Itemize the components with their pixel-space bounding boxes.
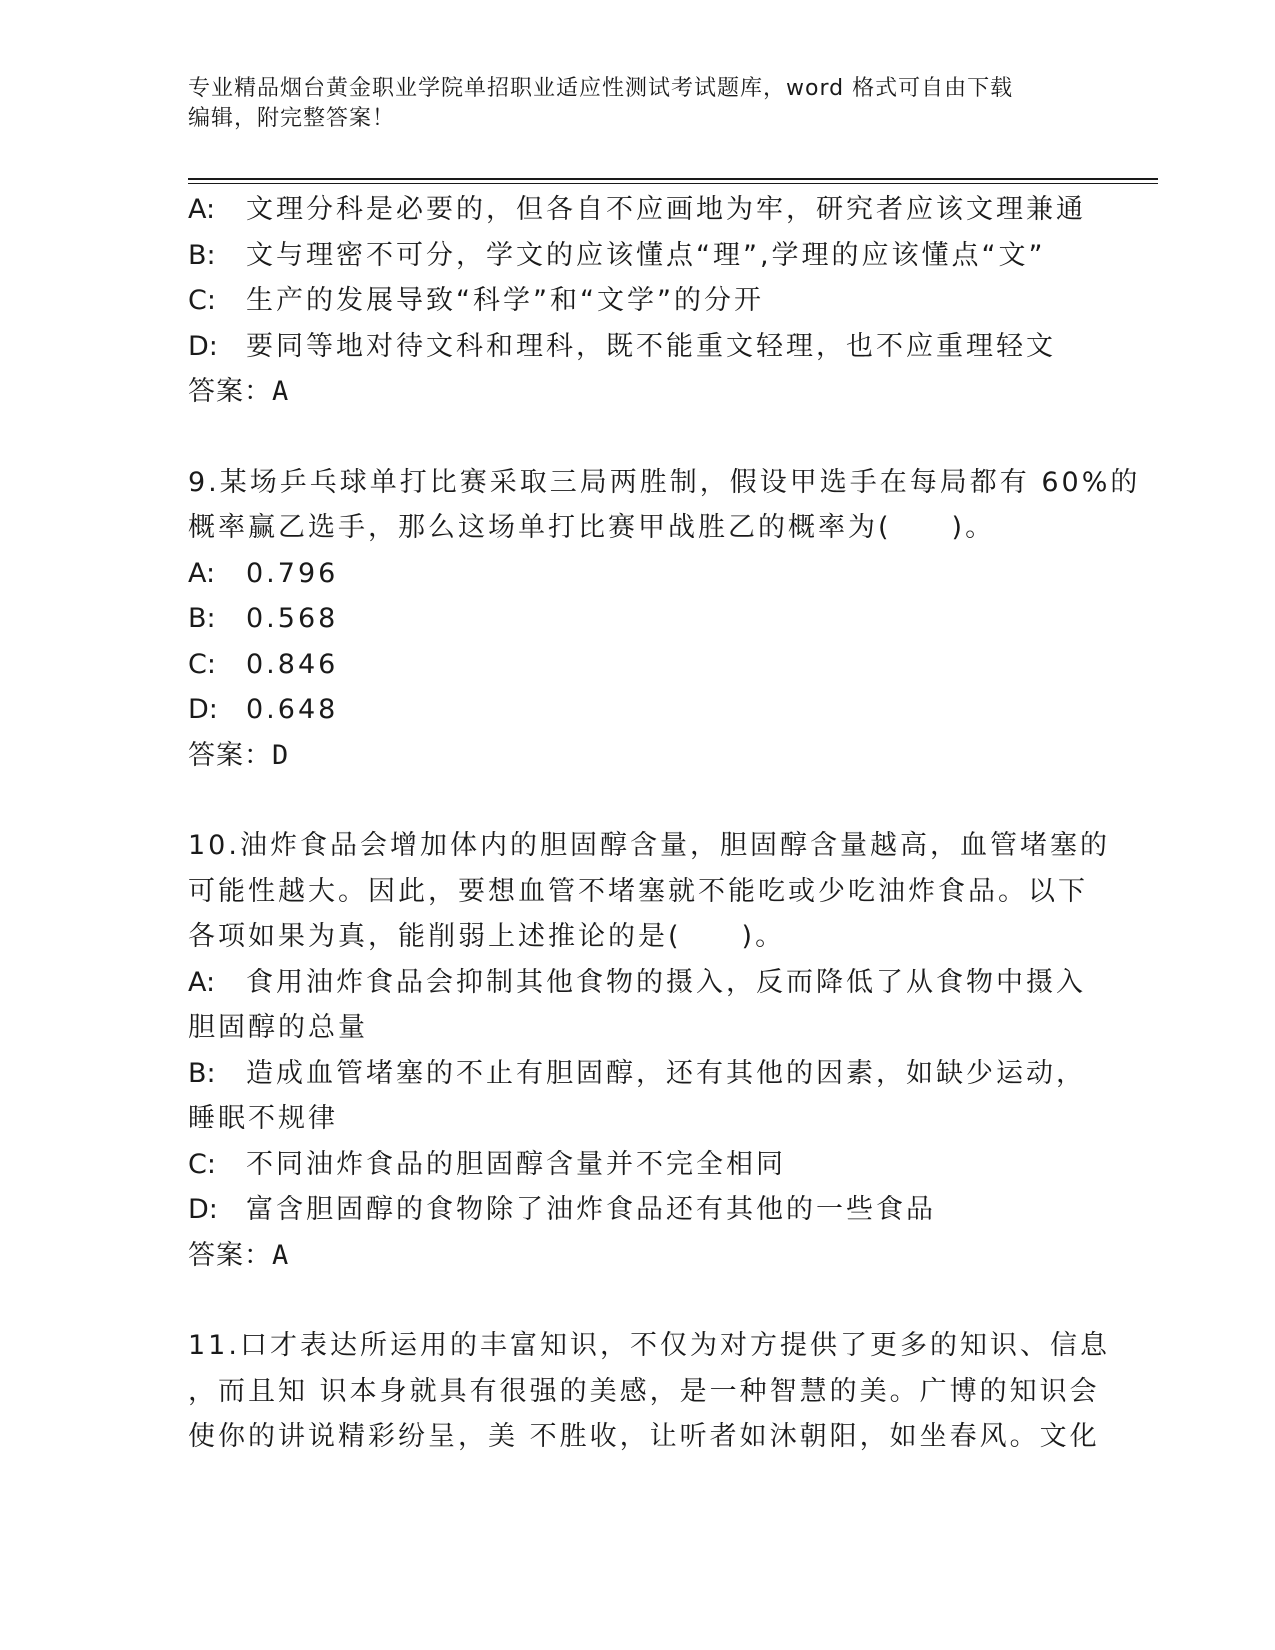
question-10 [188,823,1110,1278]
option-letter: A: [188,966,216,998]
spacer [188,415,1088,460]
option-text: 富含胆固醇的食物除了油炸食品还有其他的一些食品 [246,1194,936,1225]
q9-stem-line-2: 概率赢乙选手，那么这场单打比赛甲战胜乙的概率为( )。 [188,512,996,543]
option-letter: B: [188,1057,216,1089]
question-11 [188,1323,1110,1460]
header-divider-thick [188,178,1158,180]
q10-option-b [188,1051,1088,1097]
option-text: 文理分科是必要的，但各自不应画地为牢，研究者应该文理兼通 [246,194,1086,225]
option-letter: C: [188,1148,216,1180]
header-line-1: 专业精品烟台黄金职业学院单招职业适应性测试考试题库，word 格式可自由下载 [188,76,1014,101]
q10-option-a-continued: 胆固醇的总量 [188,1012,368,1043]
question-8 [188,187,1088,415]
q9-option-b [188,596,1088,642]
q9-option-c [188,642,1088,688]
option-text: 0.648 [246,694,339,725]
q10-option-a [188,960,1088,1006]
page-header [188,74,1088,134]
q10-option-b-continued: 睡眠不规律 [188,1103,338,1134]
q10-option-d [188,1187,1088,1233]
q9-option-a [188,551,1088,597]
option-text: 0.568 [246,603,339,634]
question-9 [188,460,1141,779]
option-letter: B: [188,603,216,634]
option-letter: D: [188,694,218,725]
option-letter: D: [188,330,218,362]
option-text: 要同等地对待文科和理科，既不能重文轻理，也不应重理轻文 [246,330,1056,362]
q8-option-c [188,278,1088,324]
q10-stem-line-3: 各项如果为真，能削弱上述推论的是( )。 [188,921,786,952]
option-text: 0.796 [246,557,339,589]
option-text: 0.846 [246,648,339,680]
option-text: 文与理密不可分，学文的应该懂点“理”,学理的应该懂点“文” [246,239,1046,271]
q9-answer: 答案：D [188,739,290,771]
header-line-2: 编辑，附完整答案！ [188,106,396,131]
q11-stem-line-2: ，而且知 识本身就具有很强的美感，是一种智慧的美。广博的知识会 [188,1375,1100,1407]
option-text: 不同油炸食品的胆固醇含量并不完全相同 [246,1148,786,1180]
spacer [188,778,1088,823]
option-letter: C: [188,285,216,316]
option-text: 食用油炸食品会抑制其他食物的摄入，反而降低了从食物中摄入 [246,966,1086,998]
q11-stem-line-1: 11.口才表达所运用的丰富知识，不仅为对方提供了更多的知识、信息 [188,1330,1110,1361]
option-letter: B: [188,239,216,271]
q10-stem-line-2: 可能性越大。因此，要想血管不堵塞就不能吃或少吃油炸食品。以下 [188,875,1088,907]
header-divider-thin [188,183,1158,184]
option-letter: A: [188,557,216,589]
q11-stem-line-3: 使你的讲说精彩纷呈，美 不胜收，让听者如沐朝阳，如坐春风。文化 [188,1421,1100,1452]
option-letter: D: [188,1194,218,1225]
q8-option-d [188,324,1088,370]
q10-answer: 答案：A [188,1239,290,1271]
q10-stem-line-1: 10.油炸食品会增加体内的胆固醇含量，胆固醇含量越高，血管堵塞的 [188,830,1110,861]
q10-option-c [188,1142,1088,1188]
option-letter: C: [188,648,216,680]
spacer [188,1278,1088,1323]
q8-option-a [188,187,1088,233]
q8-option-b [188,233,1088,279]
q8-answer: 答案：A [188,376,290,407]
option-letter: A: [188,194,216,225]
option-text: 生产的发展导致“科学”和“文学”的分开 [246,285,764,316]
option-text: 造成血管堵塞的不止有胆固醇，还有其他的因素，如缺少运动， [246,1057,1086,1089]
q9-stem-line-1: 9.某场乒乓球单打比赛采取三局两胜制，假设甲选手在每局都有 60%的 [188,466,1141,498]
q9-option-d [188,687,1088,733]
document-body [188,187,1141,1460]
